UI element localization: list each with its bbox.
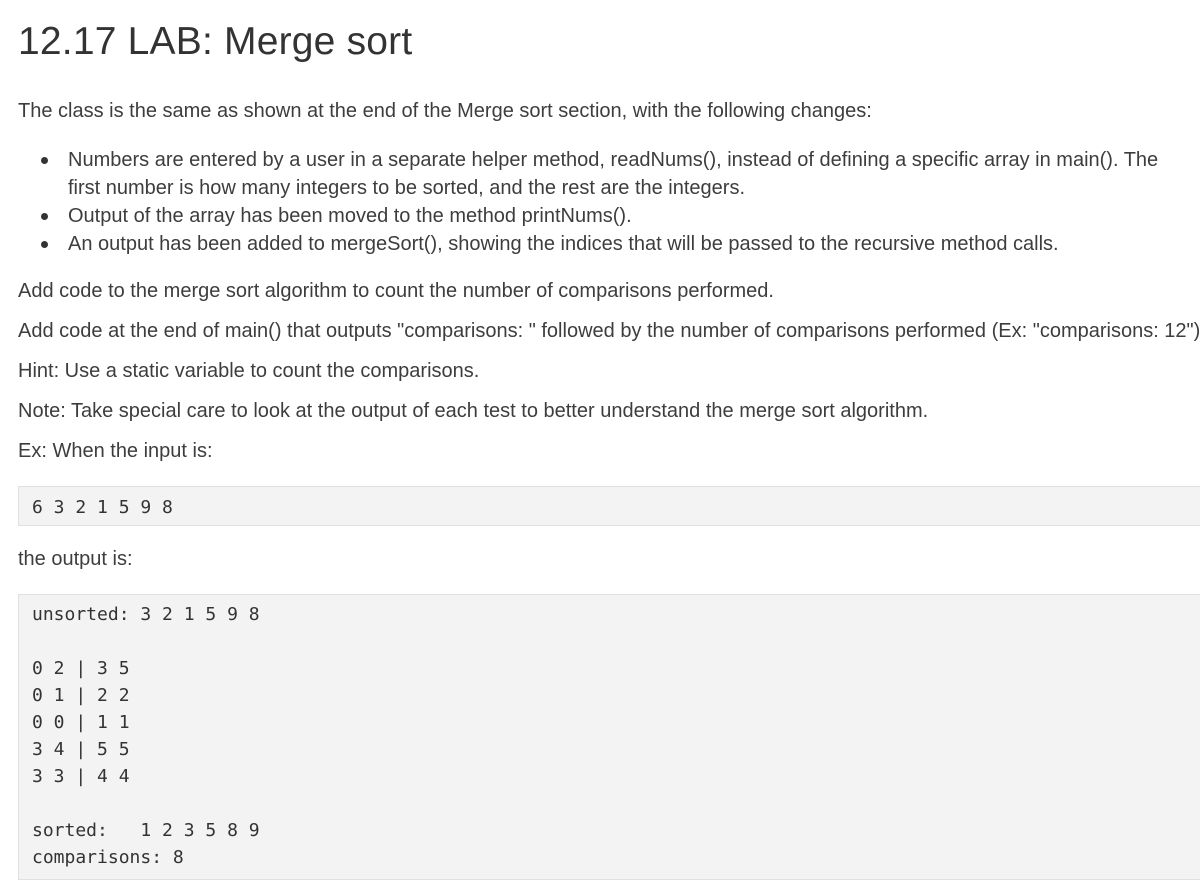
output-code-line: sorted: 1 2 3 5 8 9 (32, 820, 260, 841)
input-code-block (18, 486, 1200, 526)
output-code-line: 3 4 | 5 5 (32, 739, 130, 760)
list-item-text: Numbers are entered by a user in a separate helper method, readNums(), instead of defining a specific array in main(). The first number is how many integers to be sorted, and the rest are the integers. (68, 149, 1159, 199)
output-code-line: 3 3 | 4 4 (32, 766, 130, 787)
page-title: 12.17 LAB: Merge sort (18, 20, 413, 63)
output-code-block (18, 594, 1200, 880)
bullet-icon (41, 241, 48, 248)
list-item (0, 202, 1200, 230)
output-code-line: 0 0 | 1 1 (32, 712, 130, 733)
list-item (0, 230, 1200, 258)
intro-paragraph: The class is the same as shown at the end of the Merge sort section, with the following changes: (18, 100, 872, 122)
changes-list (0, 146, 1200, 258)
output-code-line: 0 1 | 2 2 (32, 685, 130, 706)
list-item (0, 146, 1200, 202)
input-code-line: 6 3 2 1 5 9 8 (32, 497, 173, 518)
bullet-icon (41, 157, 48, 164)
output-code-line: 0 2 | 3 5 (32, 658, 130, 679)
list-item-text: Output of the array has been moved to the method printNums(). (68, 205, 632, 227)
output-instruction: Add code at the end of main() that outputs "comparisons: " followed by the number of comparisons performed (Ex: "comparisons: 12") (18, 320, 1200, 342)
output-code-line (32, 628, 1200, 655)
output-label: the output is: (18, 548, 133, 570)
output-code-line: comparisons: 8 (32, 847, 184, 868)
output-code-line: unsorted: 3 2 1 5 9 8 (32, 604, 260, 625)
bullet-icon (41, 213, 48, 220)
output-code-line (32, 790, 1200, 817)
note-paragraph: Note: Take special care to look at the output of each test to better understand the merge sort algorithm. (18, 400, 929, 422)
example-intro: Ex: When the input is: (18, 440, 213, 462)
list-item-text: An output has been added to mergeSort(), showing the indices that will be passed to the recursive method calls. (68, 233, 1059, 255)
hint-paragraph: Hint: Use a static variable to count the comparisons. (18, 360, 480, 382)
count-instruction: Add code to the merge sort algorithm to count the number of comparisons performed. (18, 280, 774, 302)
